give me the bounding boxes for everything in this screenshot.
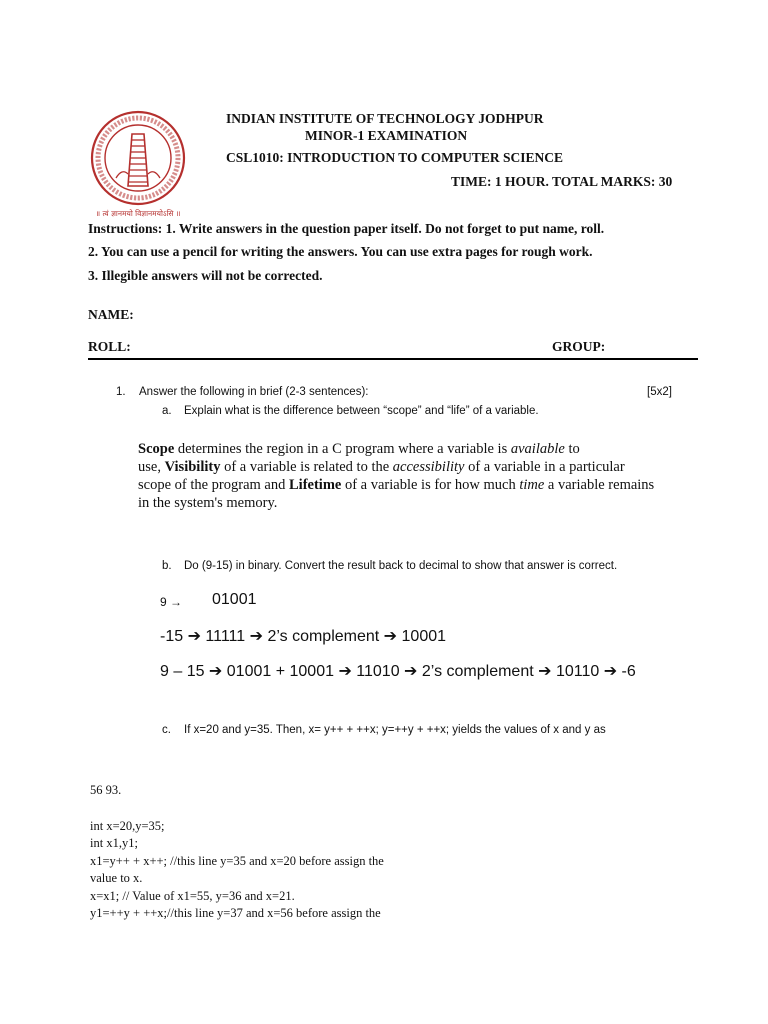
group-label: GROUP:: [552, 339, 606, 354]
answer-1b-line-1-right: 01001: [212, 591, 257, 608]
institute-name: INDIAN INSTITUTE OF TECHNOLOGY JODHPUR: [226, 111, 544, 126]
instruction-1: Instructions: 1. Write answers in the question paper itself. Do not forget to put name, roll.: [88, 221, 605, 236]
answer-1c-code-1: int x=20,y=35;: [90, 819, 165, 833]
answer-1c-code-5: x=x1; // Value of x1=55, y=36 and x=21.: [90, 889, 295, 903]
question-1b-text: Do (9-15) in binary. Convert the result back to decimal to show that answer is correct.: [184, 560, 618, 572]
answer-1a-line-1: Scope determines the region in a C program where a variable is available to: [138, 441, 580, 457]
answer-1c-code-4: value to x.: [90, 871, 143, 885]
answer-1c-code-2: int x1,y1;: [90, 836, 138, 850]
answer-1c-code-6: y1=++y + ++x;//this line y=37 and x=56 before assign the: [90, 906, 381, 920]
course-title: CSL1010: INTRODUCTION TO COMPUTER SCIENCE: [226, 150, 564, 165]
time-marks: TIME: 1 HOUR. TOTAL MARKS: 30: [451, 174, 673, 189]
answer-1b-line-2: -15 ➔ 11111 ➔ 2’s complement ➔ 10001: [160, 628, 447, 645]
question-1a-text: Explain what is the difference between “scope” and “life” of a variable.: [184, 405, 539, 417]
instruction-2: 2. You can use a pencil for writing the answers. You can use extra pages for rough work.: [88, 244, 593, 259]
answer-1a-line-4: in the system's memory.: [138, 495, 278, 511]
answer-1a-line-2: use, Visibility of a variable is related to the accessibility of a variable in a particular: [138, 459, 625, 475]
answer-1b-line-1-left: 9 →: [160, 595, 183, 609]
exam-title: MINOR-1 EXAMINATION: [305, 128, 468, 143]
roll-label: ROLL:: [88, 339, 131, 354]
question-1a-label: a.: [162, 405, 172, 417]
instruction-3: 3. Illegible answers will not be corrected.: [88, 268, 323, 283]
answer-1c-result: 56 93.: [90, 783, 122, 797]
question-1c-text: If x=20 and y=35. Then, x= y++ + ++x; y=++y + ++x; yields the values of x and y as: [184, 724, 606, 736]
question-1-marks: [5x2]: [647, 386, 672, 398]
institute-logo: [88, 108, 188, 222]
question-1-text: Answer the following in brief (2-3 sentences):: [139, 386, 369, 398]
header-divider: [88, 358, 698, 360]
logo-motto: ॥ त्वं ज्ञानमयो विज्ञानमयोऽसि ॥: [95, 209, 181, 218]
question-1c-label: c.: [162, 724, 171, 736]
name-label: NAME:: [88, 307, 134, 322]
question-1b-label: b.: [162, 560, 172, 572]
answer-1c-code-3: x1=y++ + x++; //this line y=35 and x=20 before assign the: [90, 854, 384, 868]
answer-1a-line-3: scope of the program and Lifetime of a variable is for how much time a variable remains: [138, 477, 655, 493]
answer-1b-line-3: 9 – 15 ➔ 01001 + 10001 ➔ 11010 ➔ 2’s complement ➔ 10110 ➔ -6: [160, 663, 636, 680]
question-1-number: 1.: [116, 386, 126, 398]
